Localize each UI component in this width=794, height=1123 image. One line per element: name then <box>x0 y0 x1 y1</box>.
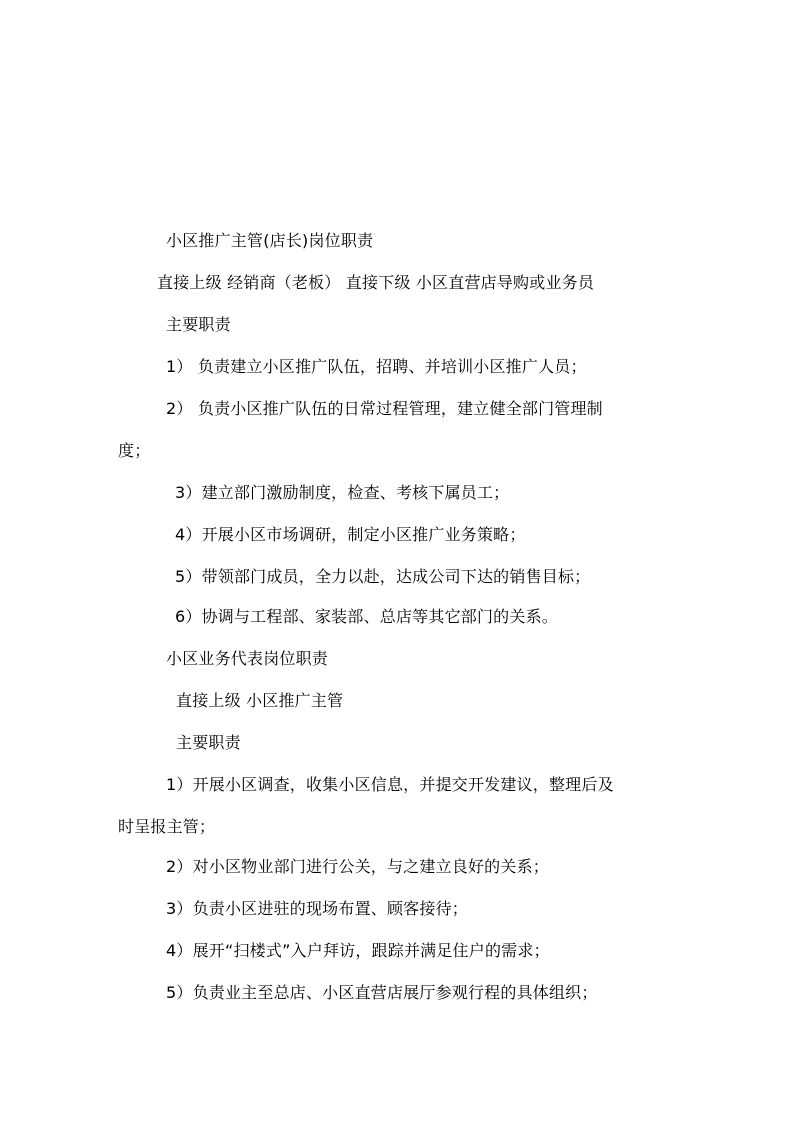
duty-item: 3）建立部门激励制度，检查、考核下属员工； <box>175 483 510 502</box>
section-title-representative: 小区业务代表岗位职责 <box>166 649 329 668</box>
duty-item: 5）负责业主至总店、小区直营店展厅参观行程的具体组织； <box>166 983 598 1002</box>
duty-item: 4）开展小区市场调研，制定小区推广业务策略； <box>175 525 526 544</box>
duties-heading: 主要职责 <box>176 733 241 752</box>
section-title-manager: 小区推广主管(店长)岗位职责 <box>166 231 374 250</box>
duty-item-continuation: 时呈报主管； <box>118 817 216 836</box>
reporting-line: 直接上级 经销商（老板） 直接下级 小区直营店导购或业务员 <box>157 273 595 292</box>
duty-item: 5）带领部门成员，全力以赴，达成公司下达的销售目标； <box>175 567 591 586</box>
duty-item: 1） 负责建立小区推广队伍，招聘、并培训小区推广人员； <box>166 357 587 376</box>
reporting-line: 直接上级 小区推广主管 <box>176 691 344 710</box>
duty-item: 4）展开“扫楼式”入户拜访，跟踪并满足住户的需求； <box>166 941 550 960</box>
duty-item: 2） 负责小区推广队伍的日常过程管理，建立健全部门管理制 <box>166 399 603 418</box>
duty-item: 1）开展小区调查，收集小区信息，并提交开发建议，整理后及 <box>166 775 614 794</box>
duty-item-continuation: 度； <box>118 441 151 460</box>
duty-item: 2）对小区物业部门进行公关，与之建立良好的关系； <box>166 857 549 876</box>
duty-item: 3）负责小区进驻的现场布置、顾客接待； <box>166 899 468 918</box>
duties-heading: 主要职责 <box>166 315 231 334</box>
duty-item: 6）协调与工程部、家装部、总店等其它部门的关系。 <box>175 607 558 626</box>
